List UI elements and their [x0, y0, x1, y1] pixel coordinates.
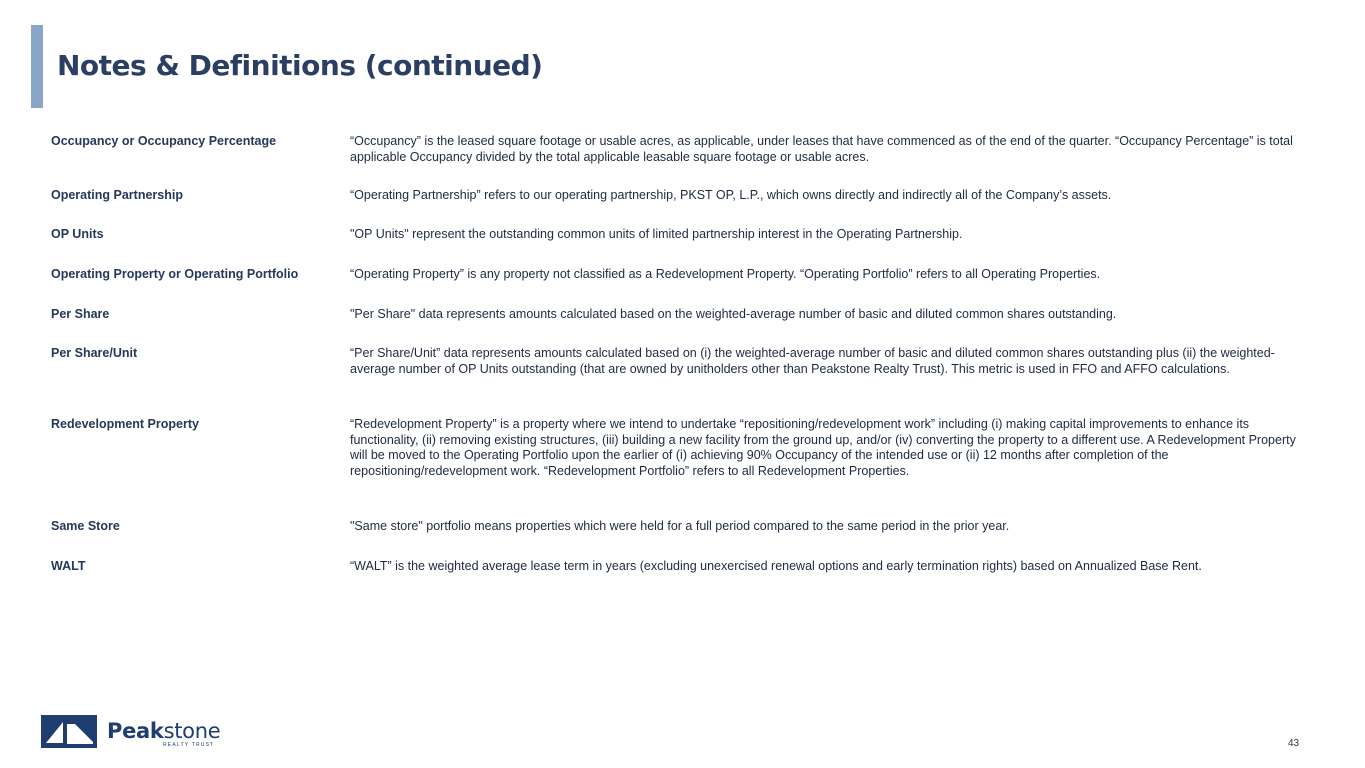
definition-term: Redevelopment Property: [51, 417, 199, 431]
peakstone-mountain-icon: [41, 715, 97, 748]
definition-text: “Per Share/Unit” data represents amounts calculated based on (i) the weighted-average number of basic and diluted common shares outstanding plus (ii) the weighted-average number of OP Units outstanding (that are owned by unitholders other than Peakstone Realty Trust). This metric is used in FFO and AFFO calculations.: [350, 346, 1275, 376]
page-title: Notes & Definitions (continued): [57, 49, 543, 82]
title-accent-bar: [31, 25, 43, 108]
definition-text: “Operating Partnership” refers to our operating partnership, PKST OP, L.P., which owns directly and indirectly all of the Company’s assets.: [350, 188, 1112, 202]
definition-term: Operating Partnership: [51, 188, 183, 202]
definition-text: "Same store" portfolio means properties which were held for a full period compared to the same period in the prior year.: [350, 519, 1010, 533]
definition-text: “Operating Property” is any property not classified as a Redevelopment Property. “Operating Portfolio” refers to all Operating Properties.: [350, 267, 1101, 281]
definition-text: “Redevelopment Property” is a property where we intend to undertake “repositioning/redevelopment work” including (i) making capital improvements to enhance its functionality, (ii) removing existing structures, (iii) building a new facility from the ground up, and/or (iv) converting the property to a different use. A Redevelopment Property will be moved to the Operating Portfolio upon the earlier of (i) achieving 90% Occupancy of the intended use or (ii) 12 months after completion of the repositioning/redevelopment work. “Redevelopment Portfolio” refers to all Redevelopment Properties.: [350, 417, 1296, 478]
definition-term: WALT: [51, 559, 86, 573]
logo-subtitle: REALTY TRUST: [163, 742, 215, 748]
definition-term: OP Units: [51, 227, 104, 241]
definition-term: Operating Property or Operating Portfolio: [51, 267, 299, 281]
definition-term: Occupancy or Occupancy Percentage: [51, 134, 277, 148]
logo-wordmark: Peakstone: [107, 719, 221, 743]
definition-text: "OP Units" represent the outstanding common units of limited partnership interest in the Operating Partnership.: [350, 227, 963, 241]
definition-term: Per Share: [51, 307, 110, 321]
definition-text: “Occupancy” is the leased square footage or usable acres, as applicable, under leases that have commenced as of the end of the quarter. “Occupancy Percentage” is total applicable Occupancy divided by the total applicable leasable square footage or usable acres.: [350, 134, 1293, 164]
definition-term: Per Share/Unit: [51, 346, 138, 360]
page-number: 43: [1288, 738, 1300, 749]
definition-text: “WALT” is the weighted average lease term in years (excluding unexercised renewal options and early termination rights) based on Annualized Base Rent.: [350, 559, 1202, 573]
peakstone-logo: [41, 715, 221, 751]
definition-term: Same Store: [51, 519, 120, 533]
definition-text: "Per Share" data represents amounts calculated based on the weighted-average number of basic and diluted common shares outstanding.: [350, 307, 1117, 321]
